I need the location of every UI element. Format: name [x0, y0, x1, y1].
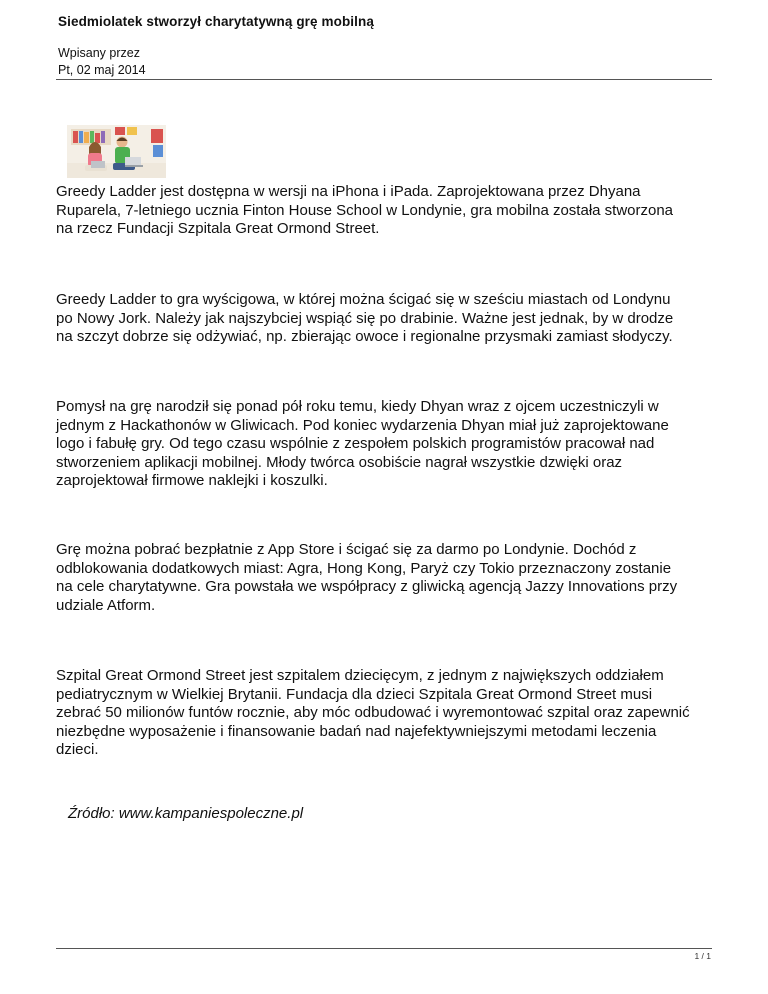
- children-with-laptop-photo: [67, 125, 166, 178]
- article-paragraph-3: Pomysł na grę narodził się ponad pół roku temu, kiedy Dhyan wraz z ojcem uczestniczyli w jednym z Hackathonów w Gliwicach. Pod koniec wydarzenia Dhyan miał już zaprojektowane logo i fabułę gry. Od tego czasu wspólnie z zespołem polskich programistów pracował nad stworzeniem aplikacji mobilnej. Młody twórca osobiście nagrał wszystkie dzwięki oraz zaprojektował firmowe naklejki i koszulki.: [56, 398, 669, 489]
- article-paragraph-1: Greedy Ladder jest dostępna w wersji na iPhona i iPada. Zaprojektowana przez Dhyana Ruparela, 7-letniego ucznia Finton House School w Londynie, gra mobilna została stworzona na rzecz Fundacji Szpitala Great Ormond Street.: [56, 183, 674, 237]
- page-number: 1 / 1: [694, 951, 711, 961]
- article-paragraph-5: Szpital Great Ormond Street jest szpitalem dziecięcym, z jednym z największych oddziałem pediatrycznym w Wielkiej Brytanii. Fundacja dla dzieci Szpitala Great Ormond Street musi zebrać 50 milionów funtów rocznie, aby móc odbudować i wyremontować szpital oraz zapewnić niezbędne wyposażenie i finansowanie badań nad najefektywniejszymi metodami leczenia dzieci.: [56, 667, 690, 758]
- header-divider: [56, 79, 712, 80]
- source-line: Źródło: www.kampaniespoleczne.pl: [68, 805, 304, 822]
- article-title: Siedmiolatek stworzył charytatywną grę mobilną: [58, 14, 374, 29]
- article-paragraph-2: Greedy Ladder to gra wyścigowa, w której można ścigać się w sześciu miastach od Londynu po Nowy Jork. Należy jak najszybciej wspiąć się po drabinie. Ważne jest jednak, by w drodze na szczyt dobrze się odżywiać, np. zbierając owoce i regionalne przysmaki zamiast słodyczy.: [56, 291, 674, 345]
- article-image: [67, 125, 166, 178]
- footer-divider: [56, 948, 712, 949]
- author-line: Wpisany przez: [58, 46, 140, 60]
- article-meta: [58, 45, 146, 79]
- article-paragraph-4: Grę można pobrać bezpłatnie z App Store i ścigać się za darmo po Londynie. Dochód z odblokowania dodatkowych miast: Agra, Hong Kong, Paryż czy Tokio przeznaczony zostanie na cele charytatywne. Gra powstała we współpracy z gliwicką agencją Jazzy Innovations przy udziale Atform.: [56, 541, 678, 614]
- document-page: [56, 0, 712, 994]
- date-line: Pt, 02 maj 2014: [58, 63, 146, 77]
